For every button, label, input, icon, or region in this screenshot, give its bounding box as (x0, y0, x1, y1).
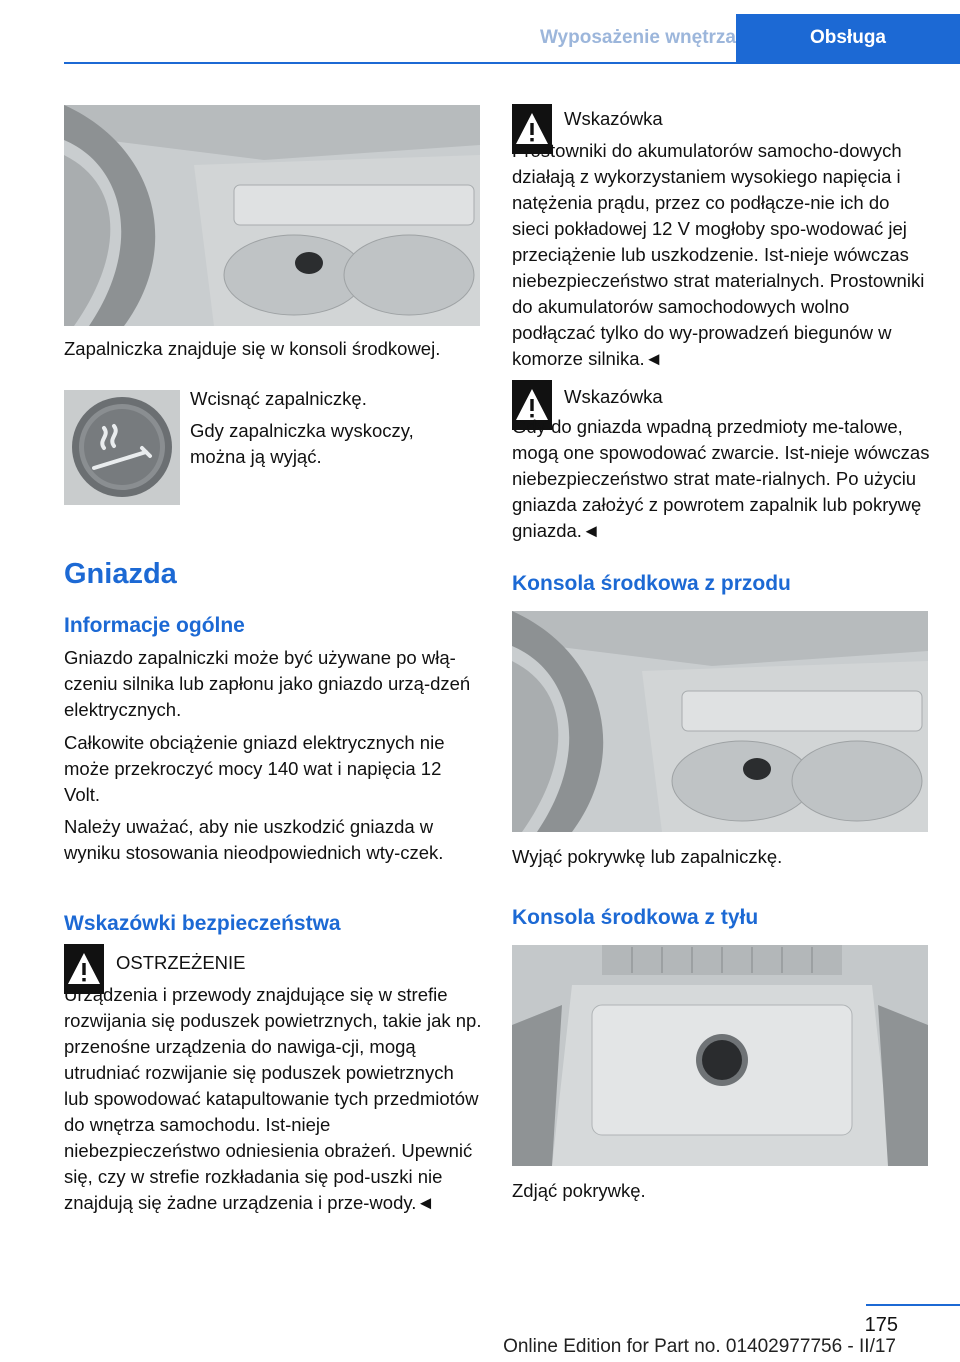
note1-label: Wskazówka (564, 108, 663, 129)
front-console-photo (64, 105, 480, 326)
header-rule (64, 62, 960, 64)
caption-front-console: Zapalniczka znajduje się w konsoli środkowej. (64, 338, 441, 359)
rear-console-socket-photo (512, 945, 928, 1166)
caption-front-socket: Wyjąć pokrywkę lub zapalniczkę. (512, 846, 783, 867)
warning-text: Urządzenia i przewody znajdujące się w strefie rozwijania się poduszek powietrznych, takie jak np. przenośne urządzenia do nawiga-cji, mogą utrudniać rozwijanie się poduszek powietrznych lub spowodować katapultowanie tych przedmiotów do wnętrza samochodu. Ist-nieje niebezpieczeństwo odniesienia obrażeń. Upewnić się, czy w strefie rozkładania się pod-uszki nie znajdują się żadne urządzenia i prze-wody.◄ (64, 984, 482, 1213)
note1-text: Prostowniki do akumulatorów samocho-dowych działają z wykorzystaniem wysokiego napięcia i natężenia prądu, przez co podłącze-nie ich do sieci pokładowej 12 V mogłoby spo-wodować jej przeciążenie lub uszkodzenie. Ist-nieje wówczas niebezpieczeństwo strat materialnych. Prostowniki do akumulatorów samochodowych wolno podłączać tylko do wy-prowadzeń biegunów w komorze silnika.◄ (512, 140, 925, 369)
page-number: 175 (864, 1314, 898, 1336)
warning-label: OSTRZEŻENIE (116, 952, 246, 973)
step-remove-lighter: Gdy zapalniczka wyskoczy, można ją wyjąć. (190, 420, 414, 467)
paragraph-general-1: Gniazdo zapalniczki może być używane po włą-czeniu silnika lub zapłonu jako gniazdo urzą-dzeń elektrycznych. (64, 647, 471, 720)
subheading-general-info: Informacje ogólne (64, 614, 245, 637)
section-heading-sockets: Gniazda (64, 558, 177, 590)
front-console-socket-photo (512, 611, 928, 832)
caption-rear-socket: Zdjąć pokrywkę. (512, 1180, 646, 1201)
footer-edition: Online Edition for Part no. 01402977756 - II/17 (503, 1336, 896, 1357)
lighter-button-icon (64, 390, 180, 505)
footer-rule (866, 1304, 960, 1306)
paragraph-general-3: Należy uważać, aby nie uszkodzić gniazda w wyniku stosowania nieodpowiednich wty-czek. (64, 816, 444, 863)
paragraph-general-2: Całkowite obciążenie gniazd elektrycznych nie może przekroczyć mocy 140 wat i napięcia 12 Volt. (64, 732, 445, 805)
step-press-lighter: Wcisnąć zapalniczkę. (190, 388, 367, 409)
subheading-front-console: Konsola środkowa z przodu (512, 572, 791, 595)
header-chapter-tab: Obsługa (736, 14, 960, 62)
subheading-safety: Wskazówki bezpieczeństwa (64, 912, 341, 935)
header-section-title: Wyposażenie wnętrza (539, 27, 736, 48)
note2-label: Wskazówka (564, 386, 663, 407)
subheading-rear-console: Konsola środkowa z tyłu (512, 906, 759, 929)
note2-text: Gdy do gniazda wpadną przedmioty me-talowe, mogą one spowodować zwarcie. Ist-nieje wówczas niebezpieczeństwo strat mate-rialnych. Po użyciu gniazda założyć z powrotem zapalnik lub pokrywę gniazda.◄ (512, 416, 930, 541)
